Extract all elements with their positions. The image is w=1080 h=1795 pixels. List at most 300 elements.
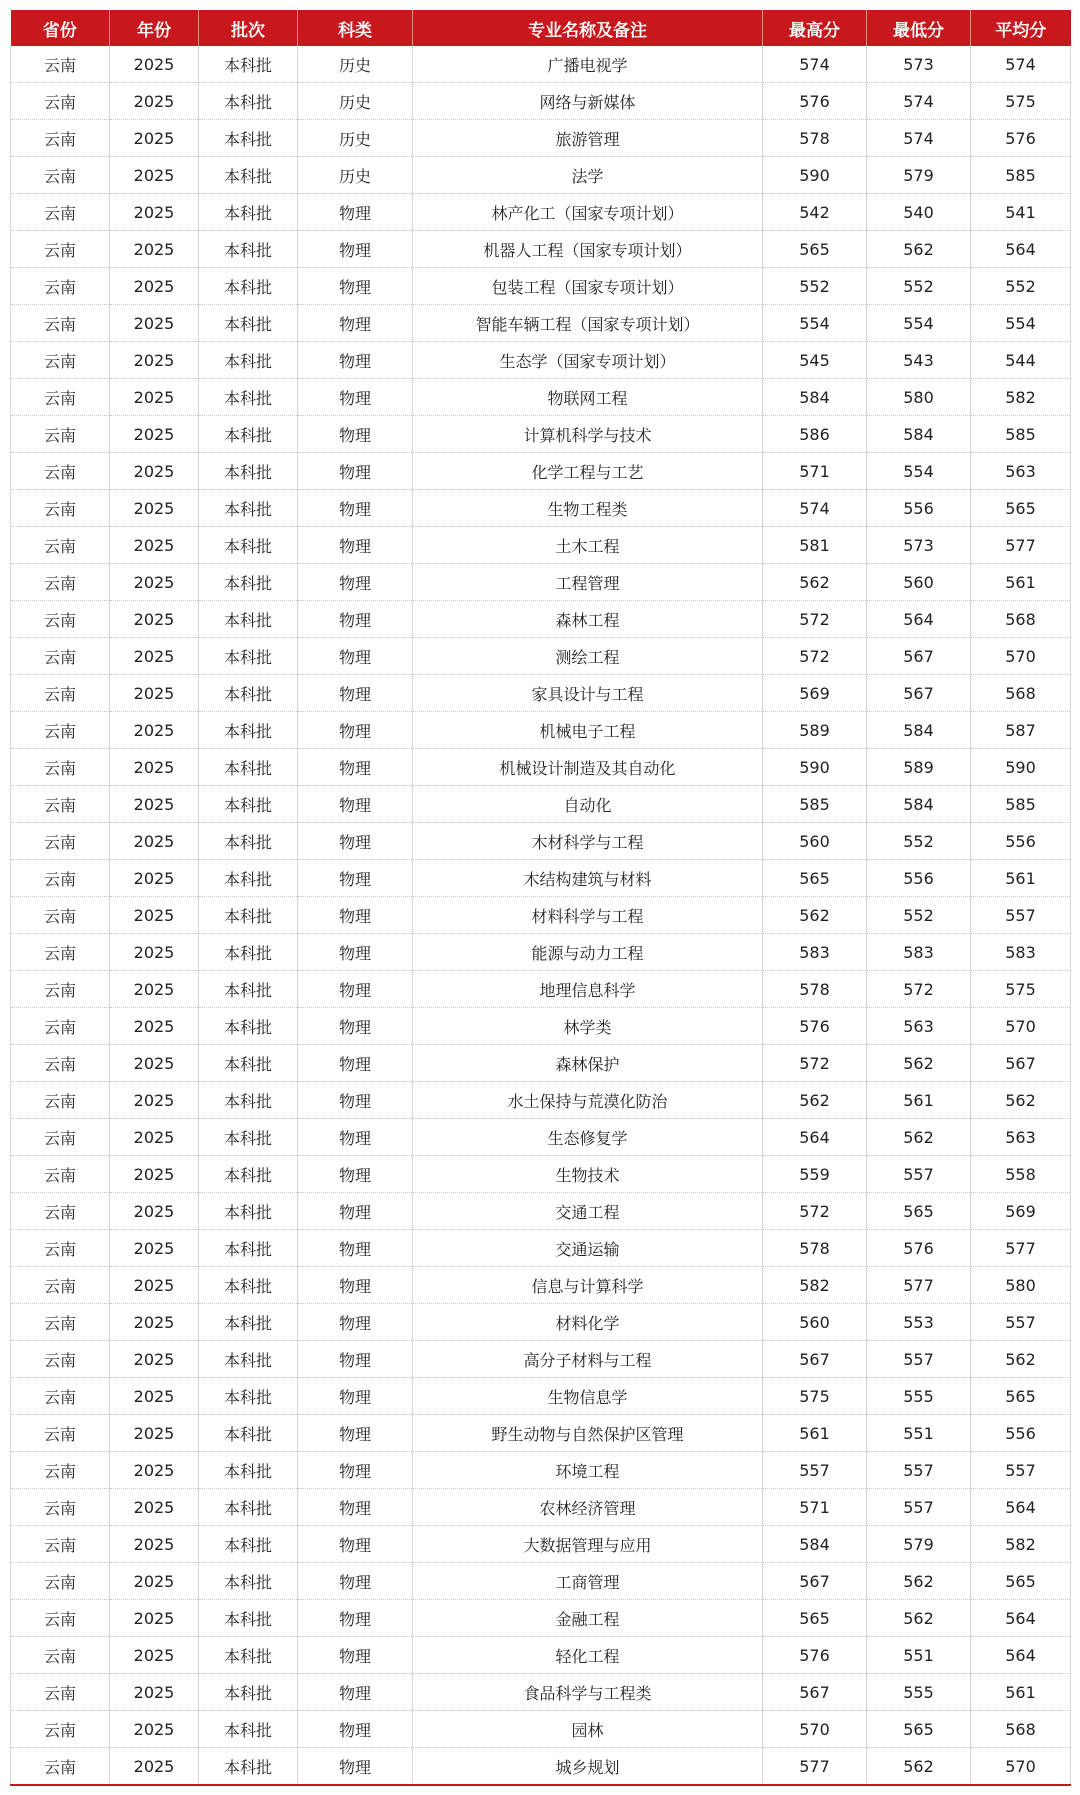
cell-max-score: 567: [763, 1674, 867, 1711]
cell-major-name: 生物信息学: [413, 1378, 763, 1415]
cell-min-score: 573: [867, 46, 971, 83]
cell-batch: 本科批: [199, 231, 298, 268]
cell-subject-category: 物理: [298, 1600, 413, 1637]
cell-major-name: 能源与动力工程: [413, 934, 763, 971]
table-row: [11, 527, 1071, 564]
cell-min-score: 552: [867, 268, 971, 305]
cell-batch: 本科批: [199, 416, 298, 453]
cell-subject-category: 物理: [298, 490, 413, 527]
cell-major-name: 林产化工（国家专项计划）: [413, 194, 763, 231]
cell-min-score: 554: [867, 305, 971, 342]
cell-batch: 本科批: [199, 564, 298, 601]
cell-avg-score: 554: [971, 305, 1071, 342]
cell-province: 云南: [11, 1526, 110, 1563]
cell-major-name: 森林工程: [413, 601, 763, 638]
table-row: [11, 1748, 1071, 1786]
cell-province: 云南: [11, 157, 110, 194]
cell-major-name: 旅游管理: [413, 120, 763, 157]
cell-province: 云南: [11, 1600, 110, 1637]
cell-subject-category: 物理: [298, 527, 413, 564]
cell-min-score: 584: [867, 416, 971, 453]
cell-max-score: 584: [763, 1526, 867, 1563]
cell-major-name: 土木工程: [413, 527, 763, 564]
cell-batch: 本科批: [199, 1267, 298, 1304]
cell-subject-category: 物理: [298, 638, 413, 675]
cell-avg-score: 557: [971, 1452, 1071, 1489]
cell-major-name: 生物工程类: [413, 490, 763, 527]
cell-year: 2025: [110, 1193, 199, 1230]
cell-subject-category: 物理: [298, 1415, 413, 1452]
cell-min-score: 557: [867, 1489, 971, 1526]
cell-max-score: 567: [763, 1341, 867, 1378]
table-row: [11, 564, 1071, 601]
cell-year: 2025: [110, 1711, 199, 1748]
table-row: [11, 1563, 1071, 1600]
cell-min-score: 556: [867, 860, 971, 897]
cell-subject-category: 历史: [298, 46, 413, 83]
cell-batch: 本科批: [199, 305, 298, 342]
table-row: [11, 490, 1071, 527]
cell-year: 2025: [110, 1267, 199, 1304]
cell-year: 2025: [110, 564, 199, 601]
cell-avg-score: 563: [971, 1119, 1071, 1156]
cell-max-score: 561: [763, 1415, 867, 1452]
cell-min-score: 562: [867, 1600, 971, 1637]
cell-max-score: 570: [763, 1711, 867, 1748]
table-row: [11, 1600, 1071, 1637]
cell-avg-score: 564: [971, 1489, 1071, 1526]
cell-max-score: 557: [763, 1452, 867, 1489]
cell-min-score: 562: [867, 1119, 971, 1156]
cell-year: 2025: [110, 638, 199, 675]
cell-major-name: 智能车辆工程（国家专项计划）: [413, 305, 763, 342]
table-row: [11, 194, 1071, 231]
cell-province: 云南: [11, 1341, 110, 1378]
table-row: [11, 971, 1071, 1008]
cell-major-name: 农林经济管理: [413, 1489, 763, 1526]
cell-max-score: 571: [763, 453, 867, 490]
table-row: [11, 1637, 1071, 1674]
cell-province: 云南: [11, 1563, 110, 1600]
table-row: [11, 1711, 1071, 1748]
cell-subject-category: 物理: [298, 1156, 413, 1193]
cell-batch: 本科批: [199, 1341, 298, 1378]
table-row: [11, 934, 1071, 971]
cell-year: 2025: [110, 305, 199, 342]
cell-max-score: 571: [763, 1489, 867, 1526]
cell-avg-score: 577: [971, 1230, 1071, 1267]
cell-batch: 本科批: [199, 1711, 298, 1748]
cell-batch: 本科批: [199, 1230, 298, 1267]
cell-batch: 本科批: [199, 1304, 298, 1341]
table-row: [11, 675, 1071, 712]
cell-avg-score: 561: [971, 860, 1071, 897]
cell-subject-category: 物理: [298, 1563, 413, 1600]
cell-province: 云南: [11, 453, 110, 490]
cell-max-score: 586: [763, 416, 867, 453]
cell-subject-category: 物理: [298, 1045, 413, 1082]
cell-province: 云南: [11, 1267, 110, 1304]
cell-subject-category: 物理: [298, 194, 413, 231]
cell-subject-category: 物理: [298, 712, 413, 749]
cell-max-score: 575: [763, 1378, 867, 1415]
table-row: [11, 342, 1071, 379]
cell-avg-score: 562: [971, 1082, 1071, 1119]
cell-min-score: 584: [867, 712, 971, 749]
cell-max-score: 559: [763, 1156, 867, 1193]
cell-min-score: 574: [867, 83, 971, 120]
cell-min-score: 557: [867, 1452, 971, 1489]
cell-avg-score: 568: [971, 675, 1071, 712]
cell-max-score: 574: [763, 490, 867, 527]
table-row: [11, 1341, 1071, 1378]
table-row: [11, 416, 1071, 453]
cell-year: 2025: [110, 1045, 199, 1082]
table-row: [11, 638, 1071, 675]
cell-batch: 本科批: [199, 1748, 298, 1786]
cell-subject-category: 物理: [298, 1378, 413, 1415]
cell-year: 2025: [110, 453, 199, 490]
cell-province: 云南: [11, 1378, 110, 1415]
cell-max-score: 590: [763, 749, 867, 786]
cell-max-score: 542: [763, 194, 867, 231]
cell-major-name: 野生动物与自然保护区管理: [413, 1415, 763, 1452]
cell-province: 云南: [11, 823, 110, 860]
cell-province: 云南: [11, 1082, 110, 1119]
cell-year: 2025: [110, 1674, 199, 1711]
cell-avg-score: 565: [971, 1563, 1071, 1600]
admission-scores-table: [10, 10, 1071, 1786]
cell-avg-score: 557: [971, 1304, 1071, 1341]
cell-province: 云南: [11, 194, 110, 231]
cell-subject-category: 物理: [298, 1230, 413, 1267]
table-row: [11, 1008, 1071, 1045]
cell-min-score: 551: [867, 1415, 971, 1452]
cell-avg-score: 569: [971, 1193, 1071, 1230]
table-row: [11, 749, 1071, 786]
cell-major-name: 广播电视学: [413, 46, 763, 83]
cell-avg-score: 583: [971, 934, 1071, 971]
cell-major-name: 信息与计算科学: [413, 1267, 763, 1304]
cell-province: 云南: [11, 342, 110, 379]
cell-major-name: 交通运输: [413, 1230, 763, 1267]
cell-major-name: 生态修复学: [413, 1119, 763, 1156]
cell-avg-score: 556: [971, 1415, 1071, 1452]
header-year: 年份: [110, 10, 199, 46]
table-row: [11, 1415, 1071, 1452]
table-row: [11, 1193, 1071, 1230]
cell-min-score: 553: [867, 1304, 971, 1341]
cell-max-score: 572: [763, 1193, 867, 1230]
cell-batch: 本科批: [199, 1045, 298, 1082]
cell-max-score: 574: [763, 46, 867, 83]
cell-min-score: 565: [867, 1711, 971, 1748]
cell-year: 2025: [110, 1489, 199, 1526]
cell-batch: 本科批: [199, 379, 298, 416]
cell-avg-score: 541: [971, 194, 1071, 231]
cell-batch: 本科批: [199, 194, 298, 231]
cell-min-score: 551: [867, 1637, 971, 1674]
table-row: [11, 231, 1071, 268]
cell-max-score: 589: [763, 712, 867, 749]
cell-min-score: 567: [867, 638, 971, 675]
cell-avg-score: 552: [971, 268, 1071, 305]
cell-max-score: 582: [763, 1267, 867, 1304]
cell-max-score: 567: [763, 1563, 867, 1600]
cell-batch: 本科批: [199, 1489, 298, 1526]
cell-min-score: 562: [867, 231, 971, 268]
cell-max-score: 572: [763, 601, 867, 638]
cell-major-name: 材料化学: [413, 1304, 763, 1341]
cell-province: 云南: [11, 379, 110, 416]
cell-batch: 本科批: [199, 860, 298, 897]
cell-major-name: 高分子材料与工程: [413, 1341, 763, 1378]
cell-max-score: 572: [763, 638, 867, 675]
cell-province: 云南: [11, 1748, 110, 1786]
cell-batch: 本科批: [199, 120, 298, 157]
cell-province: 云南: [11, 1304, 110, 1341]
cell-avg-score: 561: [971, 1674, 1071, 1711]
cell-major-name: 测绘工程: [413, 638, 763, 675]
cell-subject-category: 物理: [298, 1119, 413, 1156]
cell-year: 2025: [110, 786, 199, 823]
table-row: [11, 305, 1071, 342]
cell-subject-category: 物理: [298, 860, 413, 897]
cell-batch: 本科批: [199, 83, 298, 120]
header-province: 省份: [11, 10, 110, 46]
cell-major-name: 轻化工程: [413, 1637, 763, 1674]
cell-year: 2025: [110, 1563, 199, 1600]
cell-batch: 本科批: [199, 453, 298, 490]
cell-major-name: 森林保护: [413, 1045, 763, 1082]
cell-province: 云南: [11, 860, 110, 897]
cell-subject-category: 物理: [298, 1008, 413, 1045]
cell-province: 云南: [11, 490, 110, 527]
cell-province: 云南: [11, 1045, 110, 1082]
cell-province: 云南: [11, 120, 110, 157]
cell-major-name: 木结构建筑与材料: [413, 860, 763, 897]
table-row: [11, 712, 1071, 749]
cell-avg-score: 562: [971, 1341, 1071, 1378]
cell-year: 2025: [110, 1637, 199, 1674]
cell-avg-score: 582: [971, 379, 1071, 416]
cell-avg-score: 570: [971, 638, 1071, 675]
admission-scores-table-container: [10, 10, 1070, 1786]
cell-province: 云南: [11, 897, 110, 934]
cell-year: 2025: [110, 268, 199, 305]
cell-max-score: 565: [763, 1600, 867, 1637]
cell-year: 2025: [110, 83, 199, 120]
cell-max-score: 562: [763, 897, 867, 934]
cell-year: 2025: [110, 712, 199, 749]
cell-major-name: 家具设计与工程: [413, 675, 763, 712]
cell-province: 云南: [11, 934, 110, 971]
cell-year: 2025: [110, 1378, 199, 1415]
cell-batch: 本科批: [199, 1193, 298, 1230]
cell-max-score: 564: [763, 1119, 867, 1156]
cell-avg-score: 544: [971, 342, 1071, 379]
cell-avg-score: 563: [971, 453, 1071, 490]
cell-max-score: 569: [763, 675, 867, 712]
cell-major-name: 机器人工程（国家专项计划）: [413, 231, 763, 268]
table-row: [11, 1304, 1071, 1341]
cell-batch: 本科批: [199, 638, 298, 675]
cell-min-score: 554: [867, 453, 971, 490]
cell-major-name: 环境工程: [413, 1452, 763, 1489]
cell-major-name: 机械电子工程: [413, 712, 763, 749]
cell-province: 云南: [11, 1119, 110, 1156]
cell-min-score: 552: [867, 897, 971, 934]
cell-avg-score: 576: [971, 120, 1071, 157]
cell-subject-category: 物理: [298, 305, 413, 342]
cell-min-score: 552: [867, 823, 971, 860]
cell-min-score: 562: [867, 1563, 971, 1600]
cell-min-score: 564: [867, 601, 971, 638]
cell-max-score: 576: [763, 1637, 867, 1674]
cell-subject-category: 物理: [298, 934, 413, 971]
cell-year: 2025: [110, 675, 199, 712]
cell-year: 2025: [110, 897, 199, 934]
cell-province: 云南: [11, 712, 110, 749]
cell-year: 2025: [110, 749, 199, 786]
cell-province: 云南: [11, 601, 110, 638]
cell-batch: 本科批: [199, 934, 298, 971]
cell-province: 云南: [11, 268, 110, 305]
cell-max-score: 545: [763, 342, 867, 379]
cell-max-score: 590: [763, 157, 867, 194]
table-row: [11, 786, 1071, 823]
cell-major-name: 工程管理: [413, 564, 763, 601]
table-header: [11, 10, 1071, 46]
cell-batch: 本科批: [199, 1452, 298, 1489]
cell-major-name: 食品科学与工程类: [413, 1674, 763, 1711]
cell-max-score: 560: [763, 823, 867, 860]
cell-max-score: 578: [763, 971, 867, 1008]
cell-major-name: 自动化: [413, 786, 763, 823]
cell-major-name: 物联网工程: [413, 379, 763, 416]
cell-batch: 本科批: [199, 1008, 298, 1045]
cell-min-score: 580: [867, 379, 971, 416]
cell-year: 2025: [110, 1230, 199, 1267]
table-row: [11, 453, 1071, 490]
cell-subject-category: 物理: [298, 786, 413, 823]
cell-subject-category: 物理: [298, 1193, 413, 1230]
cell-major-name: 金融工程: [413, 1600, 763, 1637]
cell-avg-score: 582: [971, 1526, 1071, 1563]
cell-province: 云南: [11, 83, 110, 120]
cell-avg-score: 575: [971, 971, 1071, 1008]
cell-batch: 本科批: [199, 1674, 298, 1711]
cell-province: 云南: [11, 971, 110, 1008]
table-row: [11, 1267, 1071, 1304]
cell-avg-score: 590: [971, 749, 1071, 786]
cell-min-score: 562: [867, 1045, 971, 1082]
cell-batch: 本科批: [199, 157, 298, 194]
cell-batch: 本科批: [199, 1156, 298, 1193]
cell-major-name: 材料科学与工程: [413, 897, 763, 934]
cell-min-score: 540: [867, 194, 971, 231]
cell-min-score: 555: [867, 1378, 971, 1415]
table-row: [11, 1230, 1071, 1267]
cell-batch: 本科批: [199, 1637, 298, 1674]
cell-batch: 本科批: [199, 1378, 298, 1415]
cell-batch: 本科批: [199, 490, 298, 527]
cell-subject-category: 物理: [298, 1526, 413, 1563]
cell-subject-category: 物理: [298, 823, 413, 860]
cell-max-score: 565: [763, 860, 867, 897]
cell-avg-score: 564: [971, 231, 1071, 268]
cell-max-score: 562: [763, 1082, 867, 1119]
cell-year: 2025: [110, 1119, 199, 1156]
cell-province: 云南: [11, 305, 110, 342]
table-row: [11, 823, 1071, 860]
cell-province: 云南: [11, 786, 110, 823]
cell-batch: 本科批: [199, 46, 298, 83]
table-row: [11, 1526, 1071, 1563]
cell-province: 云南: [11, 564, 110, 601]
cell-subject-category: 物理: [298, 1267, 413, 1304]
cell-avg-score: 556: [971, 823, 1071, 860]
cell-min-score: 556: [867, 490, 971, 527]
cell-subject-category: 历史: [298, 83, 413, 120]
cell-min-score: 574: [867, 120, 971, 157]
cell-min-score: 579: [867, 157, 971, 194]
cell-province: 云南: [11, 1230, 110, 1267]
cell-batch: 本科批: [199, 1526, 298, 1563]
table-row: [11, 1378, 1071, 1415]
table-row: [11, 46, 1071, 83]
cell-min-score: 589: [867, 749, 971, 786]
cell-batch: 本科批: [199, 823, 298, 860]
table-row: [11, 268, 1071, 305]
cell-max-score: 581: [763, 527, 867, 564]
cell-year: 2025: [110, 860, 199, 897]
cell-major-name: 城乡规划: [413, 1748, 763, 1786]
header-major-name: 专业名称及备注: [413, 10, 763, 46]
cell-major-name: 网络与新媒体: [413, 83, 763, 120]
cell-batch: 本科批: [199, 897, 298, 934]
cell-subject-category: 物理: [298, 1748, 413, 1786]
cell-min-score: 583: [867, 934, 971, 971]
cell-min-score: 572: [867, 971, 971, 1008]
table-row: [11, 83, 1071, 120]
table-row: [11, 1119, 1071, 1156]
cell-subject-category: 历史: [298, 157, 413, 194]
cell-max-score: 554: [763, 305, 867, 342]
cell-year: 2025: [110, 1156, 199, 1193]
cell-major-name: 地理信息科学: [413, 971, 763, 1008]
header-row: [11, 10, 1071, 46]
cell-min-score: 561: [867, 1082, 971, 1119]
cell-max-score: 576: [763, 83, 867, 120]
cell-avg-score: 557: [971, 897, 1071, 934]
cell-subject-category: 物理: [298, 1082, 413, 1119]
cell-batch: 本科批: [199, 268, 298, 305]
cell-province: 云南: [11, 1452, 110, 1489]
cell-min-score: 579: [867, 1526, 971, 1563]
table-row: [11, 1082, 1071, 1119]
cell-major-name: 机械设计制造及其自动化: [413, 749, 763, 786]
cell-year: 2025: [110, 231, 199, 268]
cell-avg-score: 570: [971, 1748, 1071, 1786]
cell-min-score: 555: [867, 1674, 971, 1711]
cell-year: 2025: [110, 490, 199, 527]
cell-province: 云南: [11, 1711, 110, 1748]
table-row: [11, 1045, 1071, 1082]
cell-min-score: 557: [867, 1341, 971, 1378]
cell-year: 2025: [110, 1008, 199, 1045]
cell-major-name: 木材科学与工程: [413, 823, 763, 860]
